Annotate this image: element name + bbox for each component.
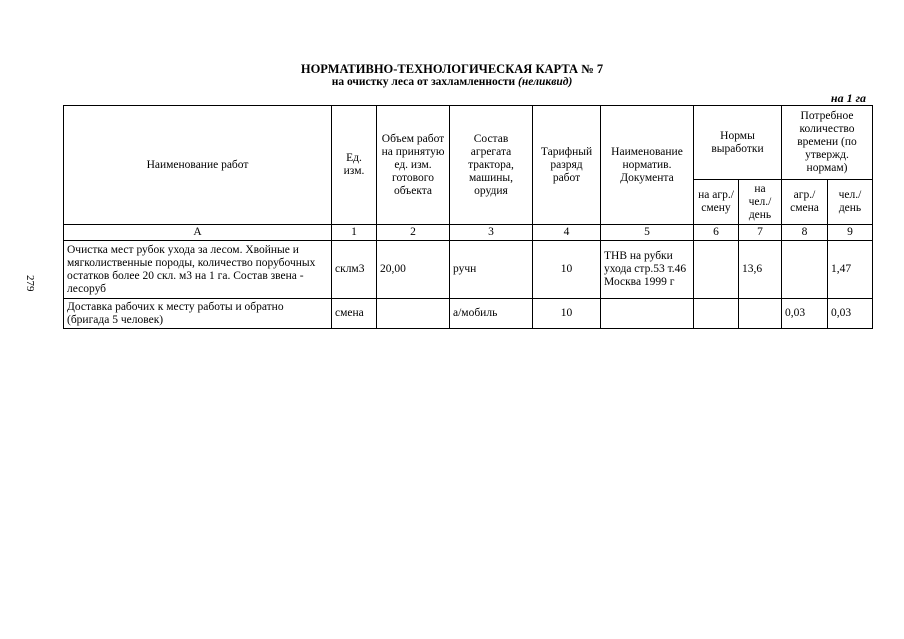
- subtitle-main: на очистку леса от захламленности: [331, 76, 516, 88]
- column-index: 2: [377, 225, 450, 241]
- table-row: [64, 241, 873, 299]
- header-agr-shift: агр./ смена: [782, 180, 828, 225]
- header-normative-doc: Наименование норматив. Документа: [601, 106, 694, 225]
- column-index: 8: [782, 225, 828, 241]
- header-composition: Состав агрегата трактора, машины, орудия: [450, 106, 533, 225]
- header-time-required: Потребное количество времени (по утвержд. нормам): [782, 106, 873, 180]
- row-doc: [601, 299, 694, 329]
- header-person-day: чел./ день: [828, 180, 873, 225]
- row-composition: а/мобиль: [450, 299, 533, 329]
- unit-note: на 1 га: [830, 91, 866, 105]
- row-unit: смена: [332, 299, 377, 329]
- row-work-name: Очистка мест рубок ухода за лесом. Хвойные и мягколиственные породы, количество порубочных остатков более 20 скл. м3 на 1 га. Состав звена - лесоруб: [64, 241, 332, 299]
- column-index: 1: [332, 225, 377, 241]
- column-index-row: [64, 225, 873, 241]
- norms-table: [63, 105, 873, 329]
- table-row: [64, 299, 873, 329]
- column-index: 6: [694, 225, 739, 241]
- header-work-name: Наименование работ: [64, 106, 332, 225]
- row-tariff: 10: [533, 299, 601, 329]
- row-unit: склм3: [332, 241, 377, 299]
- row-volume: 20,00: [377, 241, 450, 299]
- header-unit: Ед. изм.: [332, 106, 377, 225]
- row-time-agr: [782, 241, 828, 299]
- header-per-person-day: на чел./ день: [739, 180, 782, 225]
- header-volume: Объем работ на принятую ед. изм. готового объекта: [377, 106, 450, 225]
- row-work-name: Доставка рабочих к месту работы и обратно (бригада 5 человек): [64, 299, 332, 329]
- column-index: А: [64, 225, 332, 241]
- header-output-norms: Нормы выработки: [694, 106, 782, 180]
- row-composition: ручн: [450, 241, 533, 299]
- header-per-unit-shift: на агр./ смену: [694, 180, 739, 225]
- row-time-agr: 0,03: [782, 299, 828, 329]
- row-tariff: 10: [533, 241, 601, 299]
- row-norm-person: 13,6: [739, 241, 782, 299]
- row-doc: ТНВ на рубки ухода стр.53 т.46 Москва 1999 г: [601, 241, 694, 299]
- column-index: 3: [450, 225, 533, 241]
- row-volume: [377, 299, 450, 329]
- column-index: 9: [828, 225, 873, 241]
- column-index: 5: [601, 225, 694, 241]
- header-row-1: [64, 106, 873, 180]
- card-title: НОРМАТИВНО-ТЕХНОЛОГИЧЕСКАЯ КАРТА № 7: [300, 62, 604, 76]
- row-norm-agr: [694, 241, 739, 299]
- row-norm-person: [739, 299, 782, 329]
- page-number: 279: [24, 275, 36, 292]
- column-index: 4: [533, 225, 601, 241]
- header-tariff: Тарифный разряд работ: [533, 106, 601, 225]
- column-index: 7: [739, 225, 782, 241]
- card-subtitle: [0, 76, 904, 89]
- row-norm-agr: [694, 299, 739, 329]
- row-time-person: 1,47: [828, 241, 873, 299]
- subtitle-italic: (неликвид): [518, 76, 573, 88]
- row-time-person: 0,03: [828, 299, 873, 329]
